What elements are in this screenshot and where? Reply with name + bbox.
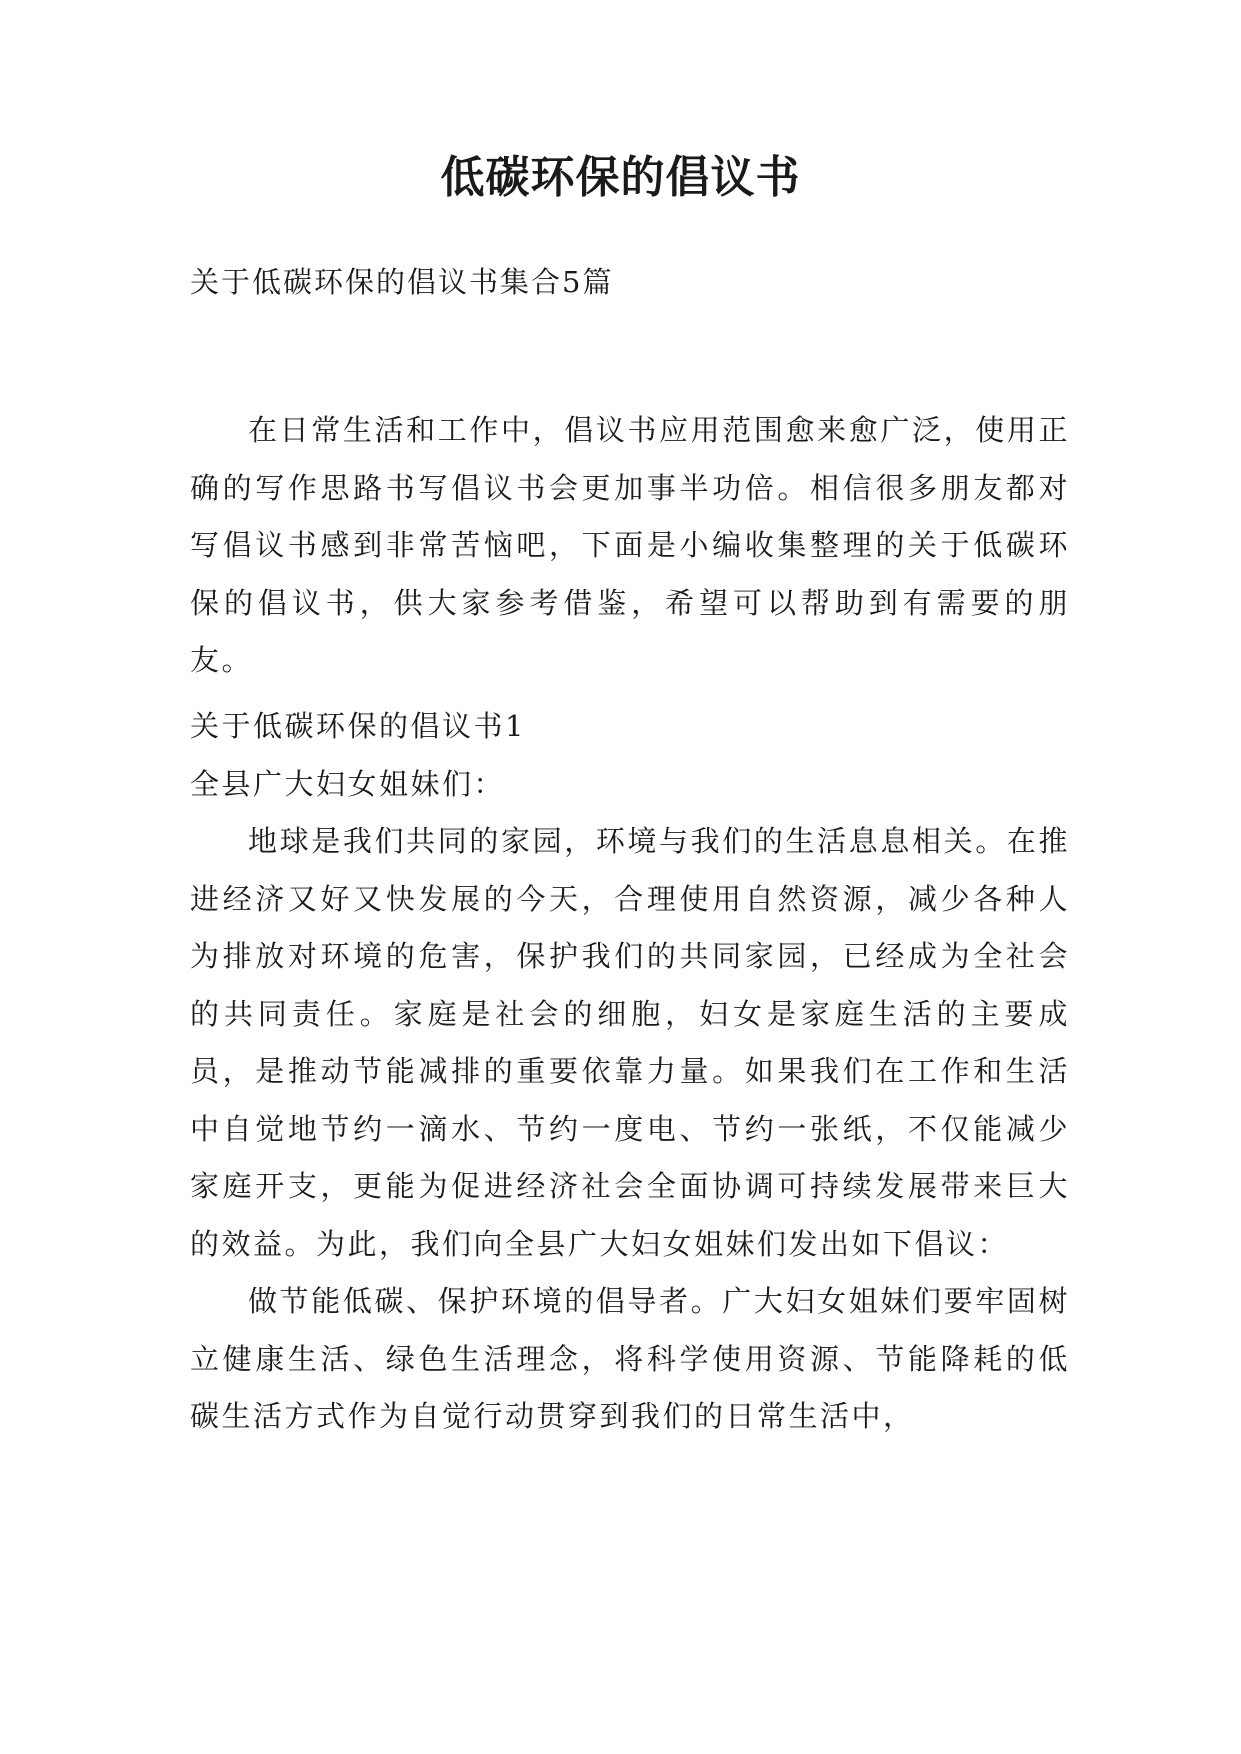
document-subtitle: 关于低碳环保的倡议书集合5篇 (190, 265, 614, 299)
salutation: 全县广大妇女姐妹们： (190, 766, 506, 801)
document-title: 低碳环保的倡议书 (440, 152, 801, 203)
section-1 (190, 698, 1070, 1446)
intro-block (190, 402, 1070, 690)
body-paragraph: 做节能低碳、保护环境的倡导者。广大妇女姐妹们要牢固树立健康生活、绿色生活理念，将科学使用资源、节能降耗的低碳生活方式作为自觉行动贯穿到我们的日常生活中， (190, 1284, 1070, 1433)
body-paragraph: 地球是我们共同的家园，环境与我们的生活息息相关。在推进经济又好又快发展的今天，合理使用自然资源，减少各种人为排放对环境的危害，保护我们的共同家园，已经成为全社会的共同责任。家庭是社会的细胞，妇女是家庭生活的主要成员，是推动节能减排的重要依靠力量。如果我们在工作和生活中自觉地节约一滴水、节约一度电、节约一张纸，不仅能减少家庭开支，更能为促进经济社会全面协调可持续发展带来巨大的效益。为此，我们向全县广大妇女姐妹们发出如下倡议： (190, 824, 1070, 1261)
section-heading: 关于低碳环保的倡议书1 (190, 709, 526, 743)
intro-paragraph: 在日常生活和工作中，倡议书应用范围愈来愈广泛，使用正确的写作思路书写倡议书会更加事半功倍。相信很多朋友都对写倡议书感到非常苦恼吧，下面是小编收集整理的关于低碳环保的倡议书，供大家参考借鉴，希望可以帮助到有需要的朋友。 (190, 413, 1070, 677)
